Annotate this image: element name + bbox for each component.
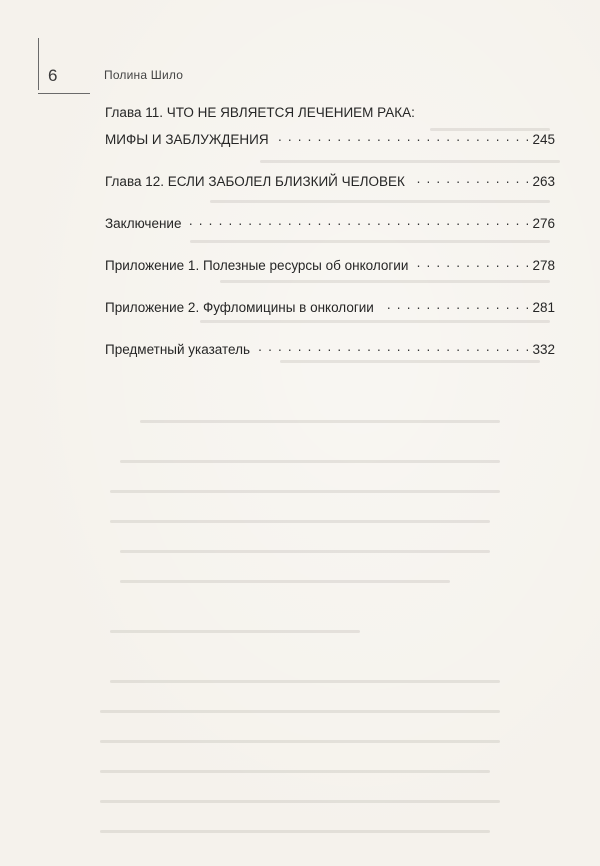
- toc-entry-index[interactable]: [105, 340, 555, 359]
- toc-entry-chapter-12[interactable]: [105, 172, 555, 191]
- dot-leader: [187, 214, 530, 228]
- toc-entry-page: 245: [532, 132, 555, 147]
- toc-entry-appendix-1[interactable]: [105, 256, 555, 275]
- toc-entry-page: 276: [532, 216, 555, 231]
- toc-entry-chapter-11[interactable]: [105, 104, 555, 149]
- corner-rule-horizontal: [38, 93, 90, 94]
- corner-rule-vertical: [38, 38, 39, 90]
- toc-entry-appendix-2[interactable]: [105, 298, 555, 317]
- dot-leader: [411, 172, 531, 186]
- toc-entry-title: Заключение: [105, 216, 182, 231]
- toc-entry-page: 332: [532, 342, 555, 357]
- toc-entry-title: МИФЫ И ЗАБЛУЖДЕНИЯ: [105, 132, 269, 147]
- toc-entry-title: Приложение 1. Полезные ресурсы об онкологии: [105, 258, 409, 273]
- dot-leader: [275, 130, 531, 144]
- toc-entry-title-line1: Глава 11. ЧТО НЕ ЯВЛЯЕТСЯ ЛЕЧЕНИЕМ РАКА:: [105, 105, 415, 120]
- toc-entry-title: Приложение 2. Фуфломицины в онкологии: [105, 300, 374, 315]
- dot-leader: [414, 256, 530, 270]
- toc-entry-conclusion[interactable]: [105, 214, 555, 233]
- page-number: 6: [48, 66, 58, 85]
- dot-leader: [380, 298, 531, 312]
- toc-entry-page: 281: [532, 300, 555, 315]
- running-head-author: Полина Шило: [104, 68, 184, 82]
- toc-entry-page: 263: [532, 174, 555, 189]
- toc-entry-title: Предметный указатель: [105, 342, 250, 357]
- toc-entry-page: 278: [532, 258, 555, 273]
- toc-entry-title: Глава 12. ЕСЛИ ЗАБОЛЕЛ БЛИЗКИЙ ЧЕЛОВЕК: [105, 174, 405, 189]
- dot-leader: [256, 340, 530, 354]
